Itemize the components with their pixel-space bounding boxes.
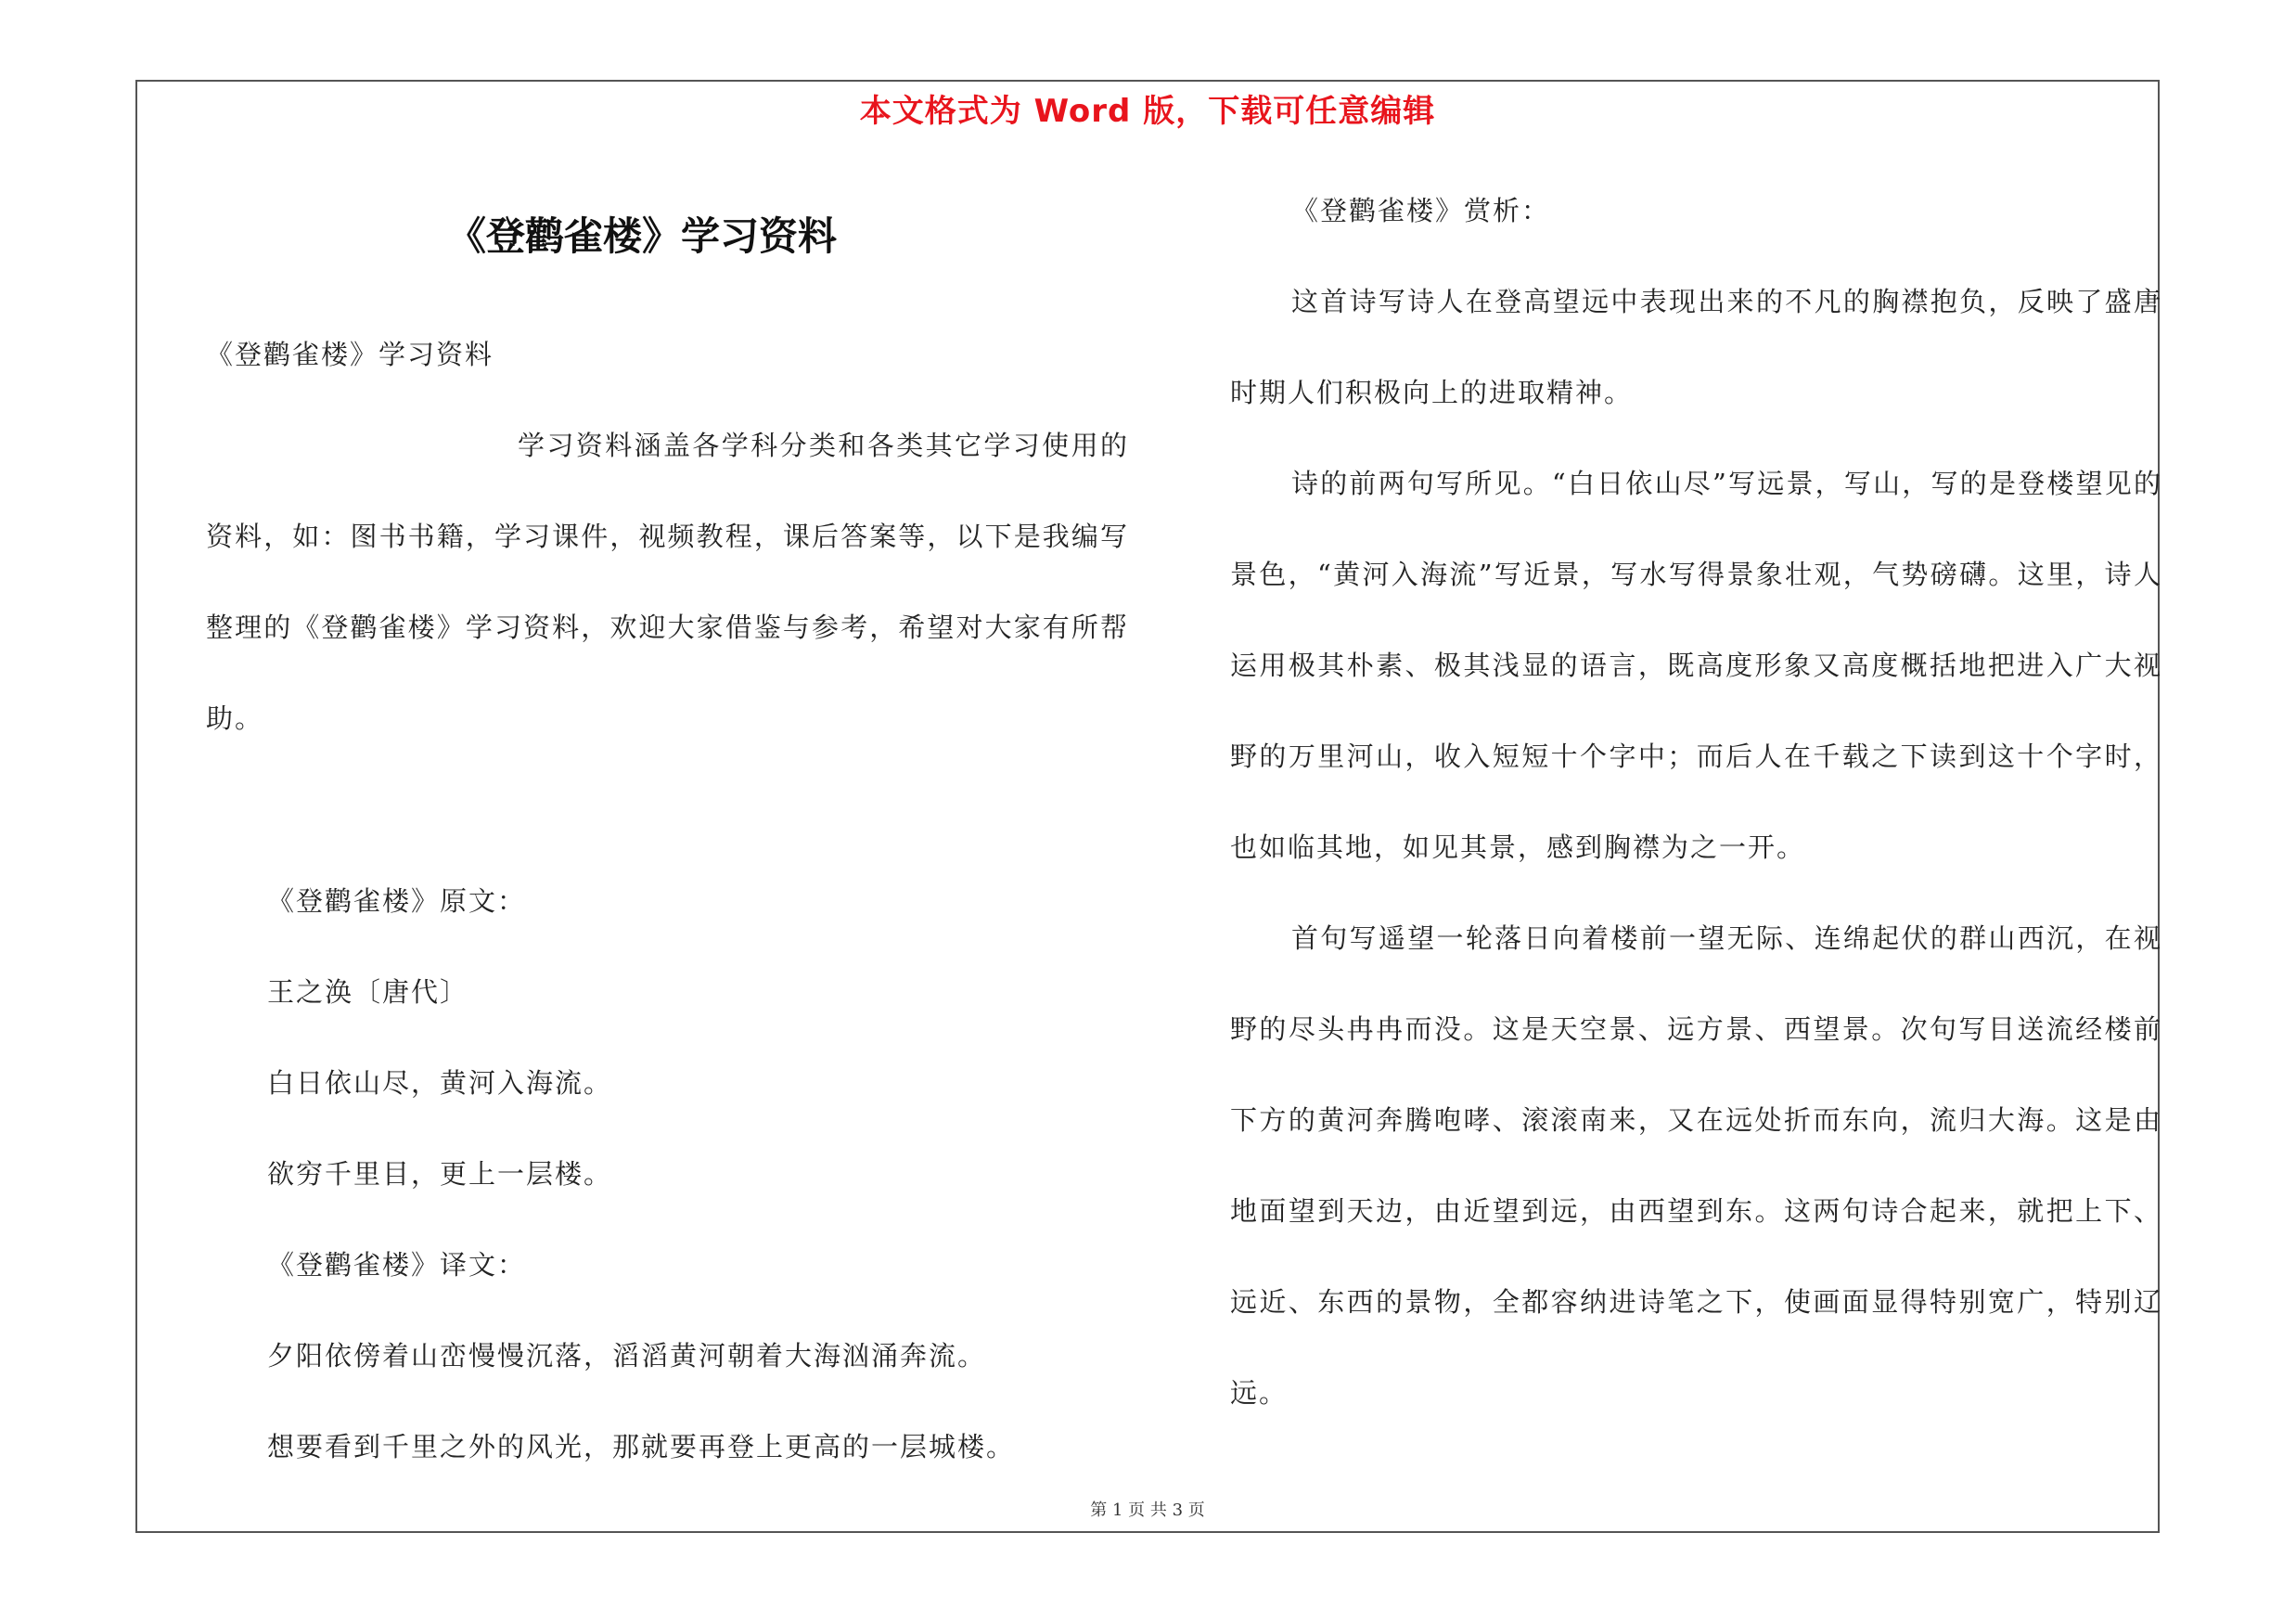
left-paragraph-poem-line-1: 白日依山尽，黄河入海流。 bbox=[267, 1067, 613, 1099]
left-paragraph-translation-line-1: 夕阳依傍着山峦慢慢沉落，滔滔黄河朝着大海汹涌奔流。 bbox=[267, 1340, 987, 1372]
right-paragraph-analysis-1: 这首诗写诗人在登高望远中表现出来的不凡的胸襟抱负，反映了盛唐时期人们积极向上的进取精神。 bbox=[1230, 286, 2162, 408]
left-paragraph-translation-line-2: 想要看到千里之外的风光，那就要再登上更高的一层城楼。 bbox=[267, 1431, 1016, 1462]
left-paragraph-intro: 学习资料涵盖各学科分类和各类其它学习使用的资料，如：图书书籍，学习课件，视频教程，课后答案等，以下是我编写整理的《登鹳雀楼》学习资料，欢迎大家借鉴与参考，希望对大家有所帮助。 bbox=[206, 430, 1129, 734]
left-paragraph-original-heading: 《登鹳雀楼》原文： bbox=[267, 885, 527, 917]
right-paragraph-analysis-3: 首句写遥望一轮落日向着楼前一望无际、连绵起伏的群山西沉，在视野的尽头冉冉而没。这是天空景、远方景、西望景。次句写目送流经楼前下方的黄河奔腾咆哮、滚滚南来，又在远处折而东向，流归大海。这是由地面望到天边，由近望到远，由西望到东。这两句诗合起来，就把上下、远近、东西的景物，全都容纳进诗笔之下，使画面显得特别宽广，特别辽远。 bbox=[1230, 922, 2162, 1409]
word-format-banner: 本文格式为 Word 版，下载可任意编辑 bbox=[859, 93, 1436, 130]
right-paragraph-analysis-2: 诗的前两句写所见。“白日依山尽”写远景，写山，写的是登楼望见的景色，“黄河入海流”写近景，写水写得景象壮观，气势磅礴。这里，诗人运用极其朴素、极其浅显的语言，既高度形象又高度概括地把进入广大视野的万里河山，收入短短十个字中；而后人在千载之下读到这十个字时，也如临其地，如见其景，感到胸襟为之一开。 bbox=[1230, 468, 2162, 863]
left-paragraph-translation-heading: 《登鹳雀楼》译文： bbox=[267, 1249, 527, 1281]
page-number: 第 1 页 共 3 页 bbox=[1090, 1501, 1205, 1520]
left-paragraph-subtitle: 《登鹳雀楼》学习资料 bbox=[206, 339, 494, 370]
right-paragraph-analysis-heading: 《登鹳雀楼》赏析： bbox=[1291, 195, 1551, 226]
left-paragraph-author: 王之涣〔唐代〕 bbox=[267, 976, 469, 1008]
document-title: 《登鹳雀楼》学习资料 bbox=[446, 213, 837, 259]
left-paragraph-poem-line-2: 欲穷千里目，更上一层楼。 bbox=[267, 1158, 613, 1190]
